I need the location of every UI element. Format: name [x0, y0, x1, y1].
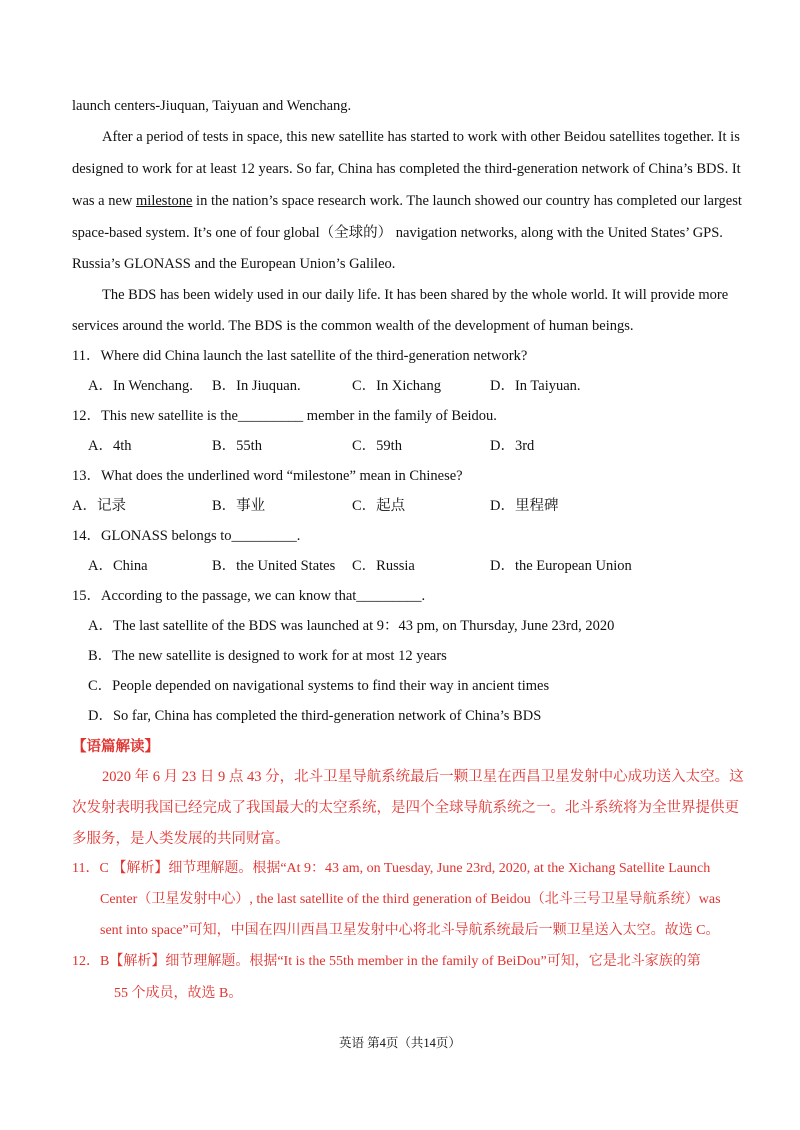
question-stem: 11．Where did China launch the last satellite of the third-generation network?: [72, 348, 528, 364]
passage-line: space-based system. It’s one of four global（全球的） navigation networks, along with the United States’ GPS.: [72, 225, 723, 241]
option: C．59th: [352, 438, 402, 454]
option: C．People depended on navigational systems to find their way in ancient times: [88, 678, 550, 694]
option: B．55th: [212, 438, 262, 454]
option: B．事业: [212, 498, 266, 514]
analysis-text: 2020 年 6 月 23 日 9 点 43 分，北斗卫星导航系统最后一颗卫星在西昌卫星发射中心成功送入太空。这: [102, 769, 744, 785]
option: B．the United States: [212, 558, 336, 574]
answer-explanation: Center（卫星发射中心）, the last satellite of the third generation of Beidou（北斗三号卫星导航系统）was: [100, 892, 721, 907]
answer-explanation: 11．C 【解析】细节理解题。根据“At 9：43 am, on Tuesday, June 23rd, 2020, at the Xichang Satellite Launch: [72, 861, 711, 876]
option: D．So far, China has completed the third-generation network of China’s BDS: [88, 708, 542, 724]
option: A．记录: [72, 498, 126, 514]
passage-line: services around the world. The BDS is the common wealth of the development of human beings.: [72, 318, 634, 334]
answer-explanation: 55 个成员，故选 B。: [114, 986, 243, 1001]
passage-line: The BDS has been widely used in our daily life. It has been shared by the whole world. It will provide more: [102, 287, 729, 303]
option: B．The new satellite is designed to work for at most 12 years: [88, 648, 447, 664]
option: C．Russia: [352, 558, 415, 574]
passage-line: [72, 192, 742, 210]
passage-line: designed to work for at least 12 years. So far, China has completed the third-generation network of China’s BDS. It: [72, 161, 741, 177]
analysis-heading: 【语篇解读】: [72, 739, 159, 755]
option: A．4th: [88, 438, 132, 454]
passage-text: in the nation’s space research work. The launch showed our country has completed our largest: [192, 193, 742, 209]
passage-text: was a new: [72, 193, 137, 209]
analysis-text: 多服务，是人类发展的共同财富。: [72, 831, 290, 847]
page-footer: 英语 第4页（共14页）: [339, 1036, 461, 1050]
option: A．China: [88, 558, 148, 574]
passage-line: Russia’s GLONASS and the European Union’s Galileo.: [72, 256, 396, 272]
option: B．In Jiuquan.: [212, 378, 301, 394]
question-stem: 15．According to the passage, we can know that_________.: [72, 588, 426, 604]
underlined-word-milestone: milestone: [136, 193, 193, 209]
analysis-text: 次发射表明我国已经完成了我国最大的太空系统，是四个全球导航系统之一。北斗系统将为全世界提供更: [72, 800, 739, 816]
option: C．In Xichang: [352, 378, 441, 394]
answer-explanation: 12．B【解析】细节理解题。根据“It is the 55th member in the family of BeiDou”可知，它是北斗家族的第: [72, 954, 701, 969]
option: A．In Wenchang.: [88, 378, 193, 394]
question-stem: 12．This new satellite is the_________ member in the family of Beidou.: [72, 408, 497, 424]
passage-line: After a period of tests in space, this new satellite has started to work with other Beidou satellites together. It is: [102, 129, 740, 145]
option: D．In Taiyuan.: [490, 378, 581, 394]
option: A．The last satellite of the BDS was launched at 9：43 pm, on Thursday, June 23rd, 2020: [88, 618, 615, 634]
option: D．里程碑: [490, 498, 559, 514]
passage-line: launch centers-Jiuquan, Taiyuan and Wenchang.: [72, 98, 352, 114]
option: D．the European Union: [490, 558, 632, 574]
question-stem: 14．GLONASS belongs to_________.: [72, 528, 301, 544]
option: C．起点: [352, 498, 406, 514]
question-stem: 13．What does the underlined word “milestone” mean in Chinese?: [72, 468, 463, 484]
option: D．3rd: [490, 438, 535, 454]
answer-explanation: sent into space”可知，中国在四川西昌卫星发射中心将北斗导航系统最后一颗卫星送入太空。故选 C。: [100, 923, 720, 938]
